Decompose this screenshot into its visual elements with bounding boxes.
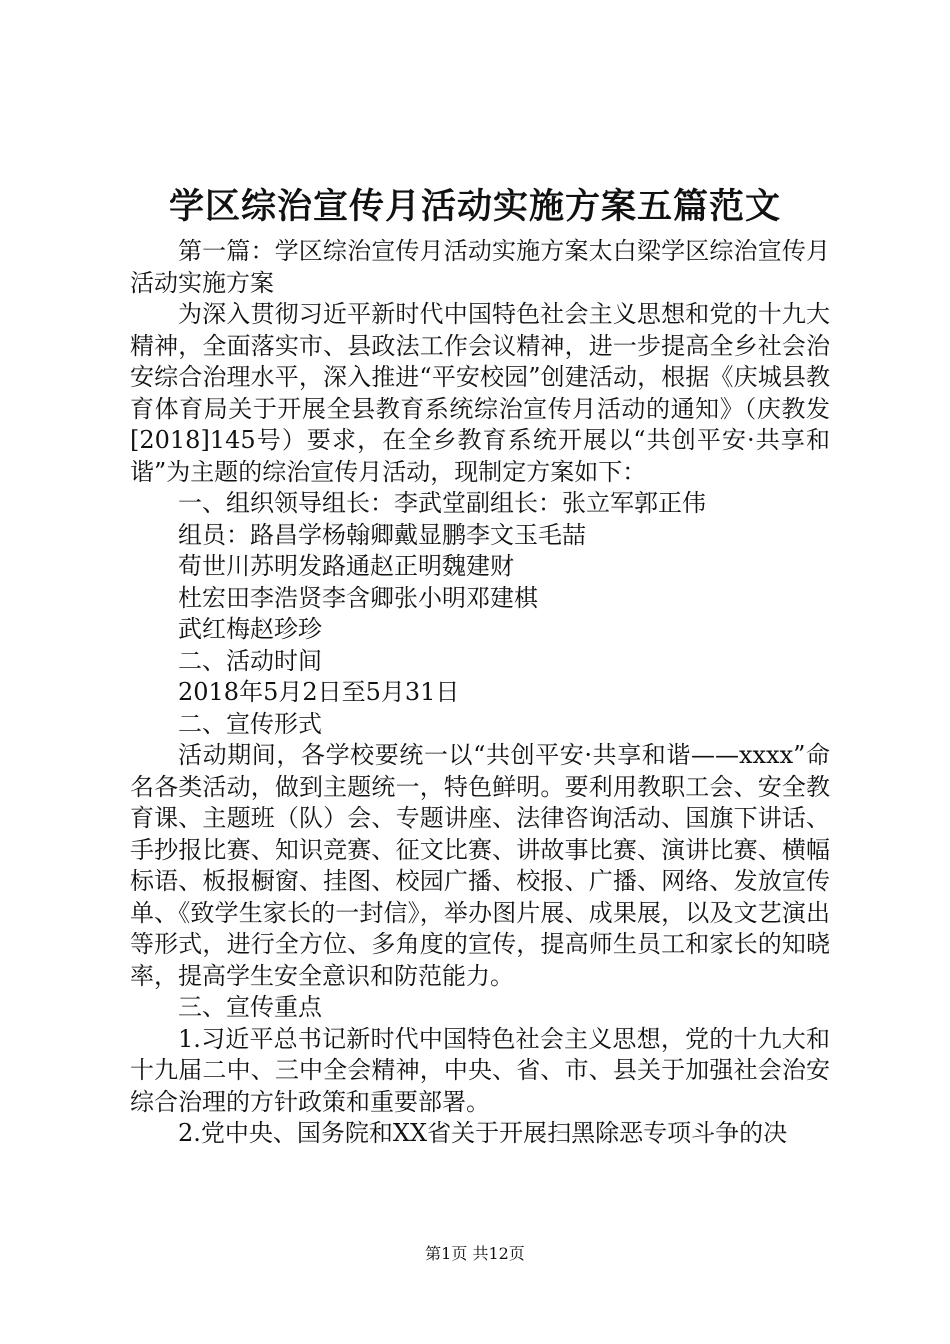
list-item: 荀世川苏明发路通赵正明魏建财 [178,552,514,580]
page-footer: 第1页 共12页 [425,1244,525,1263]
list-item: 武红梅赵珍珍 [178,615,322,643]
list-item: 杜宏田李浩贤李含卿张小明邓建棋 [178,583,538,612]
section-heading: 三、宣传重点 [178,993,322,1021]
list-item: 组员：路昌学杨翰卿戴显鹏李文玉毛喆 [178,520,586,549]
section-heading: 二、活动时间 [178,646,322,675]
paragraph-point-2: 2.党中央、国务院和XX省关于开展扫黑除恶专项斗争的决 [178,1119,788,1147]
paragraph-point-1: 1.习近平总书记新时代中国特色社会主义思想，党的十九大和十九届二中、三中全会精神，中央、省、市、县关于加强社会治安综合治理的方针政策和重要部署。 [130,1024,830,1116]
list-item: 2018年5月2日至5月31日 [178,678,460,706]
document-body [130,236,830,1150]
paragraph-heading: 第一篇：学区综治宣传月活动实施方案太白梁学区综治宣传月活动实施方案 [130,237,830,297]
paragraph-intro: 为深入贯彻习近平新时代中国特色社会主义思想和党的十九大精神，全面落实市、县政法工作会议精神，进一步提高全乡社会治安综合治理水平，深入推进“平安校园”创建活动，根据《庆城县教育体育局关于开展全县教育系统综治宣传月活动的通知》（庆教发[2018]145号）要求，在全乡教育系统开展以“共创平安·共享和谐”为主题的综治宣传月活动，现制定方案如下： [130,300,830,486]
paragraph-activities: 活动期间，各学校要统一以“共创平安·共享和谐——xxxx”命名各类活动，做到主题统一，特色鲜明。要利用教职工会、安全教育课、主题班（队）会、专题讲座、法律咨询活动、国旗下讲话、手抄报比赛、知识竞赛、征文比赛、讲故事比赛、演讲比赛、横幅标语、板报橱窗、挂图、校园广播、校报、广播、网络、发放宣传单、《致学生家长的一封信》，举办图片展、成果展，以及文艺演出等形式，进行全方位、多角度的宣传，提高师生员工和家长的知晓率，提高学生安全意识和防范能力。 [130,741,830,990]
section-heading: 二、宣传形式 [178,709,322,738]
list-item: 一、组织领导组长：李武堂副组长：张立军郭正伟 [178,489,706,517]
document-title: 学区综治宣传月活动实施方案五篇范文 [168,186,781,227]
